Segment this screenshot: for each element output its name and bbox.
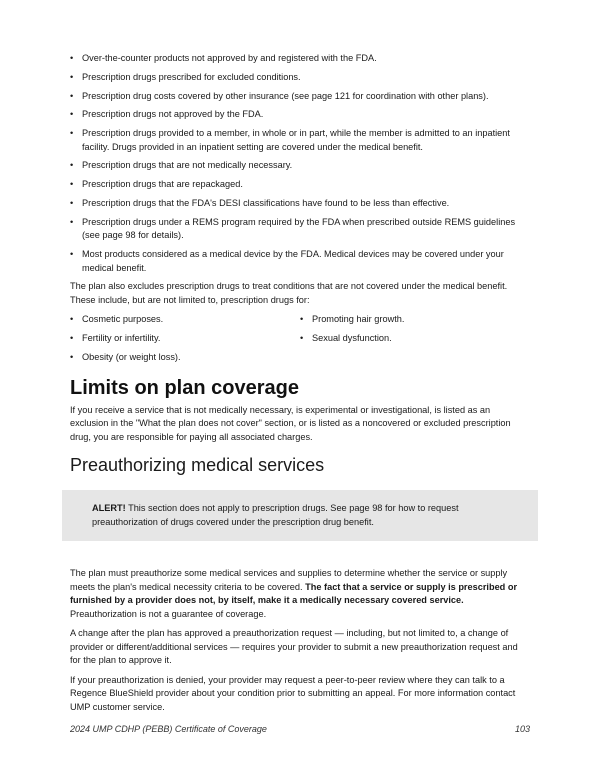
list-item: • Most products considered as a medical device by the FDA. Medical devices may be covered under your medical benefit. (70, 248, 530, 275)
condition-columns (70, 313, 530, 369)
para1-bold: The fact that a service or supply is prescribed or furnished by a provider does not, by itself, make it a medically necessary covered service. (70, 581, 518, 606)
list-item: • Prescription drugs provided to a member, in whole or in part, while the member is admitted to an inpatient facility. Drugs provided in an inpatient setting are covered under the medical benefit. (70, 127, 530, 154)
alert-body: This section does not apply to prescription drugs. See page 98 for how to request preauthorization of drugs covered under the prescription drug benefit. (92, 503, 459, 527)
list-item: • Prescription drugs that are repackaged. (70, 178, 530, 192)
para1-start: The plan must preauthorize some medical services and supplies to determine whether the service or supply meets the plan's medical necessity criteria to be covered. (70, 568, 508, 592)
list-item: • Prescription drugs that are not medically necessary. (70, 159, 530, 173)
alert-text (92, 502, 508, 529)
para1-end: Preauthorization is not a guarantee of coverage. (70, 608, 267, 619)
list-item: • Prescription drugs prescribed for excluded conditions. (70, 71, 530, 85)
alert-box (62, 490, 538, 541)
list-item: • Fertility or infertility. (70, 332, 300, 346)
list-item: • Prescription drug costs covered by other insurance (see page 121 for coordination with other plans). (70, 90, 530, 104)
limits-heading: Limits on plan coverage (70, 376, 299, 399)
condition-list-right (300, 313, 530, 369)
list-item: • Prescription drugs not approved by the FDA. (70, 108, 530, 122)
also-excludes-paragraph: The plan also excludes prescription drugs to treat conditions that are not covered under the medical benefit. These include, but are not limited to, prescription drugs for: (70, 281, 508, 305)
list-item: • Obesity (or weight loss). (70, 351, 300, 365)
page-number: 103 (514, 724, 530, 734)
page-body (70, 52, 530, 720)
alert-label: ALERT! (92, 503, 126, 514)
spacer (70, 541, 530, 567)
preauth-paragraph-2: A change after the plan has approved a preauthorization request — including, but not limited to, a change of provider or different/additional services — requires your provider to submit a new preauthorization request and for the plan to approve it. (70, 628, 518, 666)
footer-title: 2024 UMP CDHP (PEBB) Certificate of Coverage (70, 724, 267, 734)
list-item: • Over-the-counter products not approved by and registered with the FDA. (70, 52, 530, 66)
page-footer (70, 724, 530, 734)
list-item: • Cosmetic purposes. (70, 313, 300, 327)
list-item: • Prescription drugs under a REMS program required by the FDA when prescribed outside REMS guidelines (see page 98 for details). (70, 216, 530, 243)
list-item: • Prescription drugs that the FDA's DESI classifications have found to be less than effective. (70, 197, 530, 211)
list-item: • Promoting hair growth. (300, 313, 530, 327)
exclusion-list (70, 52, 530, 275)
preauth-heading: Preauthorizing medical services (70, 455, 325, 476)
preauth-paragraph-1 (70, 567, 530, 621)
preauth-paragraph-3: If your preauthorization is denied, your provider may request a peer-to-peer review where they can talk to a Regence BlueShield provider about your condition prior to submitting an appeal. For more information contact UMP customer service. (70, 674, 516, 712)
limits-paragraph: If you receive a service that is not medically necessary, is experimental or investigational, is listed as an exclusion in the "What the plan does not cover" section, or is listed as a noncovered or excluded prescription drug, you are responsible for paying all associated charges. (70, 404, 511, 442)
condition-list-left (70, 313, 300, 369)
list-item: • Sexual dysfunction. (300, 332, 530, 346)
